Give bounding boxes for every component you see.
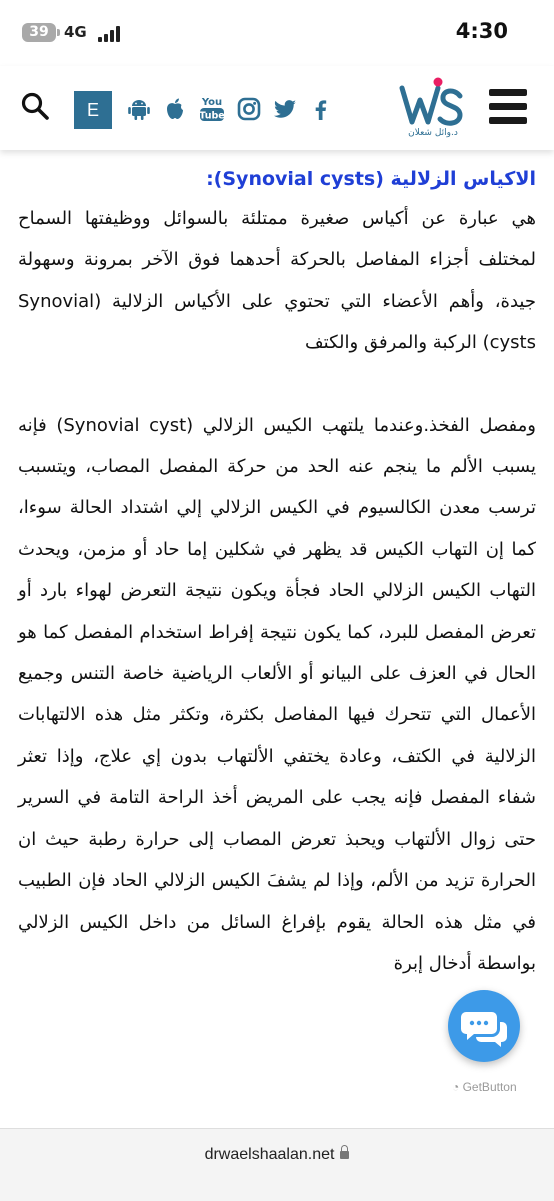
chat-button[interactable] xyxy=(448,990,520,1062)
article-paragraph: هي عبارة عن أكياس صغيرة ممتلئة بالسوائل ووظيفتها السماح لمختلف أجزاء المفاصل بالحركة أحدهما فوق الآخر بمرونة وسهولة جيدة، وأهم الأعضاء التي تحتوي على الأكياس الزلالية (Synovial cysts) الركبة والمرفق والكتف xyxy=(18,208,536,354)
getbutton-branding[interactable] xyxy=(452,1080,517,1094)
youtube-icon[interactable] xyxy=(198,94,226,124)
status-bar xyxy=(0,0,554,66)
language-switch-button[interactable]: E xyxy=(74,91,112,129)
facebook-icon[interactable] xyxy=(308,96,334,122)
site-header xyxy=(0,66,554,150)
url-text: drwaelshaalan.net xyxy=(204,1146,335,1163)
article-heading: الاكياس الزلالية (Synovial cysts): xyxy=(206,168,536,190)
network-type: 4G xyxy=(64,23,87,41)
getbutton-logo-icon: ◔ xyxy=(452,1080,463,1094)
hamburger-menu-icon[interactable] xyxy=(489,89,527,125)
getbutton-label: GetButton xyxy=(462,1080,517,1094)
browser-url-bar[interactable] xyxy=(0,1128,554,1201)
svg-text:You: You xyxy=(201,97,223,108)
battery-tip xyxy=(57,29,60,36)
apple-icon[interactable] xyxy=(162,96,188,122)
signal-icon xyxy=(98,26,122,42)
android-icon[interactable] xyxy=(126,96,152,122)
twitter-icon[interactable] xyxy=(272,96,298,122)
svg-text:Tube: Tube xyxy=(199,110,225,122)
url-display[interactable] xyxy=(0,1146,554,1164)
battery-indicator: 39 xyxy=(22,23,56,42)
article-paragraph: ومفصل الفخذ.وعندما يلتهب الكيس الزلالي (Synovial cyst) فإنه يسبب الألم ما ينجم عنه الحد من حركة المفصل المصاب، ويتسبب ترسب معدن الكالسيوم في الكيس الزلالي إلي اشتداد الحالة سوءا، كما إن التهاب الكيس قد يظهر في شكلين إما حاد أو مزمن، ويحدث التهاب الكيس الزلالي الحاد فجأة ويكون نتيجة التعرض لهواء بارد أو تعرض المفصل للبرد، كما يكون نتيجة إفراط استخدام المفصل كما هو الحال في العزف على البيانو أو الألعاب الرياضية خاصة التنس وجميع الأعمال التي تتحرك فيها المفاصل بكثرة، وتكثر مثل هذه الالتهابات الزلالية في الكتف، وعادة يختفي الألتهاب بدون إي علاج، وإذا تعثر شفاء المفصل فإنه يجب على المريض أخذ الراحة التامة في السرير حتى زوال الألتهاب ويحبذ تعرض المصاب إلى حرارة رطبة حيث ان الحرارة تزيد من الألم، وإذا لم يشفَ الكيس الزلالي الحاد فإن الطبيب في مثل هذه الحالة يقوم بإفراغ السائل من داخل الكيس الزلالي بواسطة أدخال إبرة xyxy=(18,414,536,974)
instagram-icon[interactable] xyxy=(236,96,262,122)
lock-icon xyxy=(340,1151,349,1159)
search-icon[interactable] xyxy=(20,91,50,121)
clock: 4:30 xyxy=(455,19,508,43)
chat-bubbles-icon xyxy=(448,990,520,1062)
logo-caption: د.وائل شعلان xyxy=(408,128,458,138)
article-content xyxy=(18,164,536,984)
